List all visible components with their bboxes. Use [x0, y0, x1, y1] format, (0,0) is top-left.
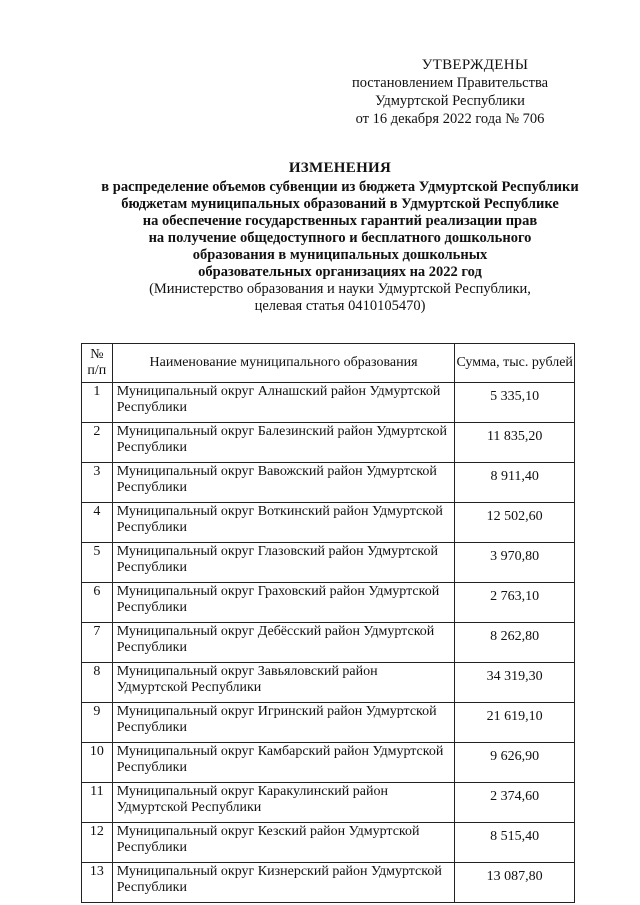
approval-block [300, 56, 600, 128]
row-number: 10 [82, 743, 113, 783]
heading-line-1: в распределение объемов субвенции из бюджета Удмуртской Республики [101, 179, 579, 195]
row-sum: 3 970,80 [455, 543, 575, 583]
row-number: 4 [82, 503, 113, 543]
row-number: 5 [82, 543, 113, 583]
header-municipality: Наименование муниципального образования [112, 344, 455, 383]
approval-line-3: от 16 декабря 2022 года № 706 [355, 111, 545, 127]
table-row [82, 743, 575, 783]
row-municipality: Муниципальный округ Вавожский район Удмуртской Республики [112, 463, 455, 503]
table-row [82, 703, 575, 743]
row-municipality: Муниципальный округ Глазовский район Удмуртской Республики [112, 543, 455, 583]
row-sum: 8 262,80 [455, 623, 575, 663]
row-sum: 11 835,20 [455, 423, 575, 463]
row-municipality: Муниципальный округ Балезинский район Удмуртской Республики [112, 423, 455, 463]
row-sum: 2 374,60 [455, 783, 575, 823]
row-sum: 34 319,30 [455, 663, 575, 703]
header-number: № п/п [82, 344, 113, 383]
table-row [82, 463, 575, 503]
row-municipality: Муниципальный округ Камбарский район Удмуртской Республики [112, 743, 455, 783]
distribution-table [81, 343, 575, 903]
row-number: 2 [82, 423, 113, 463]
row-sum: 5 335,10 [455, 383, 575, 423]
document-heading [50, 160, 630, 315]
row-sum: 8 515,40 [455, 823, 575, 863]
row-municipality: Муниципальный округ Воткинский район Удмуртской Республики [112, 503, 455, 543]
row-sum: 12 502,60 [455, 503, 575, 543]
table-row [82, 863, 575, 903]
row-number: 12 [82, 823, 113, 863]
approval-title: УТВЕРЖДЕНЫ [421, 57, 529, 73]
row-municipality: Муниципальный округ Каракулинский район Удмуртской Республики [112, 783, 455, 823]
row-sum: 13 087,80 [455, 863, 575, 903]
row-municipality: Муниципальный округ Дебёсский район Удмуртской Республики [112, 623, 455, 663]
row-municipality: Муниципальный округ Игринский район Удмуртской Республики [112, 703, 455, 743]
heading-line-4: на получение общедоступного и бесплатного дошкольного [148, 230, 532, 246]
row-number: 13 [82, 863, 113, 903]
row-number: 7 [82, 623, 113, 663]
table-row [82, 823, 575, 863]
table-row [82, 543, 575, 583]
heading-line-2: бюджетам муниципальных образований в Удмуртской Республике [121, 196, 559, 212]
row-number: 8 [82, 663, 113, 703]
table-header-row [82, 344, 575, 383]
heading-ministry-line: (Министерство образования и науки Удмуртской Республики, [149, 281, 531, 297]
row-number: 3 [82, 463, 113, 503]
document-title: ИЗМЕНЕНИЯ [288, 160, 392, 176]
approval-line-1: постановлением Правительства [351, 75, 549, 91]
row-sum: 8 911,40 [455, 463, 575, 503]
row-municipality: Муниципальный округ Кизнерский район Удмуртской Республики [112, 863, 455, 903]
header-sum: Сумма, тыс. рублей [455, 344, 575, 383]
table-row [82, 663, 575, 703]
row-municipality: Муниципальный округ Кезский район Удмуртской Республики [112, 823, 455, 863]
row-municipality: Муниципальный округ Граховский район Удмуртской Республики [112, 583, 455, 623]
heading-target-article: целевая статья 0410105470) [254, 298, 426, 314]
table-row [82, 383, 575, 423]
heading-line-5: образования в муниципальных дошкольных [192, 247, 488, 263]
row-number: 11 [82, 783, 113, 823]
row-sum: 9 626,90 [455, 743, 575, 783]
table-row [82, 623, 575, 663]
row-municipality: Муниципальный округ Завьяловский район Удмуртской Республики [112, 663, 455, 703]
heading-line-3: на обеспечение государственных гарантий реализации прав [142, 213, 538, 229]
heading-line-6: образовательных организациях на 2022 год [198, 264, 482, 280]
row-number: 6 [82, 583, 113, 623]
table-row [82, 503, 575, 543]
row-municipality: Муниципальный округ Алнашский район Удмуртской Республики [112, 383, 455, 423]
table-row [82, 783, 575, 823]
row-number: 9 [82, 703, 113, 743]
row-sum: 21 619,10 [455, 703, 575, 743]
table-row [82, 583, 575, 623]
table-row [82, 423, 575, 463]
row-number: 1 [82, 383, 113, 423]
row-sum: 2 763,10 [455, 583, 575, 623]
approval-line-2: Удмуртской Республики [375, 93, 525, 109]
